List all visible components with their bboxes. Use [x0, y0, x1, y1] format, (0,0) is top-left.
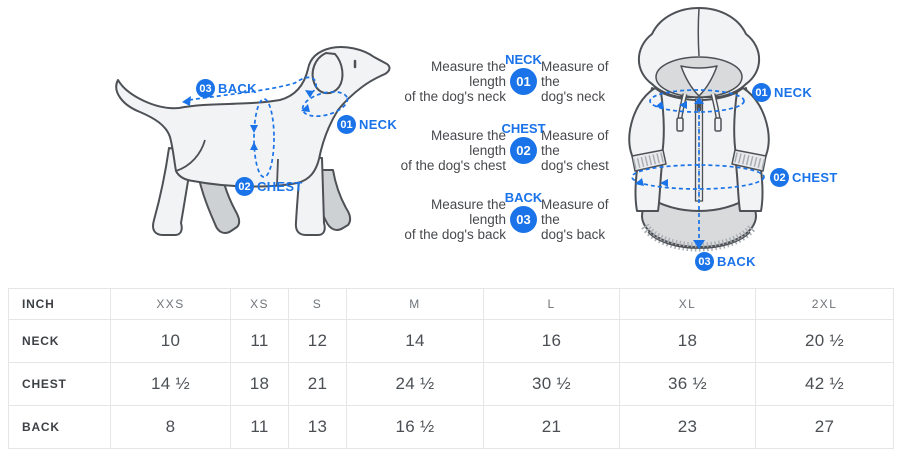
- chest-2xl: 42 ½: [756, 363, 894, 406]
- hoodie-illustration: [622, 4, 777, 254]
- chest-step-number: 02: [510, 137, 537, 164]
- hoodie-back-step-number: 03: [695, 252, 714, 271]
- row-label-neck: NECK: [9, 320, 111, 363]
- chest-s: 21: [289, 363, 347, 406]
- dog-chest-label: CHEST: [257, 179, 303, 194]
- dog-neck-label: NECK: [359, 117, 398, 132]
- hoodie-back-label: BACK: [717, 254, 756, 269]
- hoodie-chest-step-number: 02: [770, 168, 789, 187]
- col-header-xxs: XXS: [111, 289, 231, 320]
- hoodie-chest-label: CHEST: [792, 170, 838, 185]
- chest-m: 24 ½: [347, 363, 484, 406]
- back-right-line1: Measure of the: [541, 196, 609, 227]
- neck-step-number: 01: [510, 68, 537, 95]
- instruction-row-chest: [396, 120, 628, 176]
- back-right-text: [541, 197, 628, 242]
- hood-center-seam: [698, 8, 699, 56]
- dog-back-callout: [196, 79, 257, 98]
- back-step-badge: [504, 189, 543, 233]
- back-l: 21: [484, 406, 620, 449]
- back-xs: 11: [231, 406, 289, 449]
- neck-xl: 18: [620, 320, 756, 363]
- dog-back-step-number: 03: [196, 79, 215, 98]
- back-right-line2: dog's back: [541, 226, 606, 242]
- dog-neck-callout: [337, 115, 397, 134]
- back-left-text: [396, 197, 506, 242]
- neck-xxs: 10: [111, 320, 231, 363]
- hoodie-chest-callout: [770, 168, 838, 187]
- back-step-number: 03: [510, 206, 537, 233]
- back-m: 16 ½: [347, 406, 484, 449]
- chest-step-badge: [501, 120, 546, 164]
- dog-chest-step-number: 02: [235, 177, 254, 196]
- unit-header: INCH: [9, 289, 111, 320]
- col-header-xl: XL: [620, 289, 756, 320]
- back-step-heading: BACK: [504, 189, 543, 205]
- neck-right-line1: Measure of the: [541, 58, 609, 89]
- neck-left-line2: of the dog's neck: [404, 88, 506, 104]
- instruction-row-back: [396, 189, 628, 245]
- neck-left-text: [396, 59, 506, 104]
- back-2xl: 27: [756, 406, 894, 449]
- row-label-chest: CHEST: [9, 363, 111, 406]
- chest-right-text: [541, 128, 628, 173]
- back-left-line2: of the dog's back: [404, 226, 506, 242]
- chest-xxs: 14 ½: [111, 363, 231, 406]
- size-table-header-row: [9, 289, 894, 320]
- chest-step-heading: CHEST: [501, 120, 546, 136]
- neck-xs: 11: [231, 320, 289, 363]
- col-header-2xl: 2XL: [756, 289, 894, 320]
- size-chart-table: [8, 288, 894, 449]
- neck-s: 12: [289, 320, 347, 363]
- dog-back-label: BACK: [218, 81, 257, 96]
- dog-chest-callout: [235, 177, 303, 196]
- dog-ear: [313, 53, 343, 93]
- back-s: 13: [289, 406, 347, 449]
- hoodie-neck-label: NECK: [774, 85, 813, 100]
- back-left-line1: Measure the length: [430, 196, 506, 227]
- chest-xs: 18: [231, 363, 289, 406]
- neck-step-heading: NECK: [505, 51, 542, 67]
- back-xxs: 8: [111, 406, 231, 449]
- col-header-xs: XS: [231, 289, 289, 320]
- neck-m: 14: [347, 320, 484, 363]
- chest-l: 30 ½: [484, 363, 620, 406]
- neck-2xl: 20 ½: [756, 320, 894, 363]
- neck-step-badge: [505, 51, 542, 95]
- chest-xl: 36 ½: [620, 363, 756, 406]
- chest-right-line1: Measure of the: [541, 127, 609, 158]
- neck-left-line1: Measure the length: [430, 58, 506, 89]
- chest-right-line2: dog's chest: [541, 157, 609, 173]
- hoodie-neck-callout: [752, 83, 812, 102]
- col-header-l: L: [484, 289, 620, 320]
- neck-right-line2: dog's neck: [541, 88, 606, 104]
- side-dog-illustration: [25, 38, 398, 253]
- hoodie-back-callout: [695, 252, 756, 271]
- chest-left-line2: of the dog's chest: [400, 157, 506, 173]
- col-header-s: S: [289, 289, 347, 320]
- neck-right-text: [541, 59, 628, 104]
- table-row-back: [9, 406, 894, 449]
- back-xl: 23: [620, 406, 756, 449]
- col-header-m: M: [347, 289, 484, 320]
- instruction-row-neck: [396, 51, 628, 107]
- table-row-neck: [9, 320, 894, 363]
- hoodie-neck-step-number: 01: [752, 83, 771, 102]
- row-label-back: BACK: [9, 406, 111, 449]
- table-row-chest: [9, 363, 894, 406]
- chest-left-line1: Measure the length: [430, 127, 506, 158]
- dog-neck-step-number: 01: [337, 115, 356, 134]
- neck-l: 16: [484, 320, 620, 363]
- chest-left-text: [396, 128, 506, 173]
